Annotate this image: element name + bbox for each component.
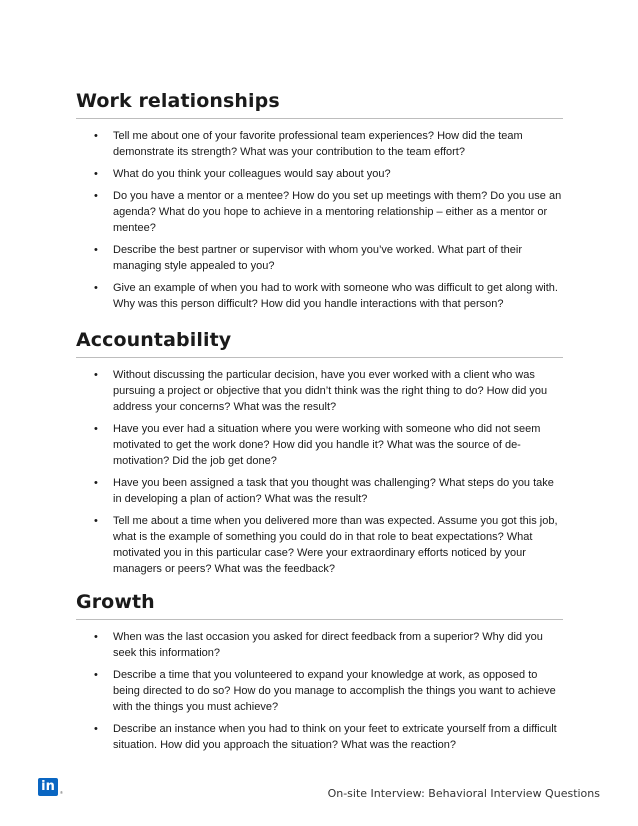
list-item: • Have you been assigned a task that you thought was challenging? What steps do you take in developing a plan of action? What was the result?	[94, 477, 554, 505]
list-item: • Have you ever had a situation where you were working with someone who did not seem motivated to get the work done? How did you handle it? What was the source of de-motivation? Did the job get done?	[94, 423, 541, 467]
list-item: • Describe an instance when you had to think on your feet to extricate yourself from a difficult situation. How did you approach the situation? What was the reaction?	[94, 723, 557, 751]
list-item: • What do you think your colleagues would say about you?	[94, 168, 391, 180]
linkedin-logo-icon: in	[38, 778, 58, 796]
footer-title: On-site Interview: Behavioral Interview Questions	[327, 787, 600, 800]
list-item: • Do you have a mentor or a mentee? How do you set up meetings with them? Do you use an agenda? What do you hope to achieve in a mentoring relationship – either as a mentor or mentee?	[94, 190, 562, 234]
question-list	[76, 128, 563, 312]
section-heading: Accountability	[76, 329, 563, 358]
trademark-mark: ®	[60, 790, 63, 795]
list-item: • Describe the best partner or supervisor with whom you’ve worked. What part of their managing style appealed to you?	[94, 244, 523, 272]
section-accountability	[76, 329, 563, 583]
section-work-relationships	[76, 90, 563, 318]
list-item: • Describe a time that you volunteered to expand your knowledge at work, as opposed to being directed to do so? How do you manage to accomplish the things you want to achieve with the things you must achieve?	[94, 669, 556, 713]
question-list	[76, 367, 563, 577]
list-item: • Without discussing the particular decision, have you ever worked with a client who was pursuing a project or objective that you didn’t think was the right thing to do? How did you address your concerns? What was the result?	[94, 369, 548, 413]
question-list	[76, 629, 563, 753]
section-growth	[76, 591, 563, 759]
list-item: • Tell me about one of your favorite professional team experiences? How did the team demonstrate its strength? What was your contribution to the team effort?	[94, 130, 523, 158]
section-heading: Growth	[76, 591, 563, 620]
list-item: • Tell me about a time when you delivered more than was expected. Assume you got this job, what is the example of something you could do in that role to beat expectations? What motivated you in this particular case? Were your extraordinary efforts noticed by your managers or peers? What was the feedback?	[94, 515, 558, 575]
section-heading: Work relationships	[76, 90, 563, 119]
list-item: • When was the last occasion you asked for direct feedback from a superior? Why did you seek this information?	[94, 631, 543, 659]
list-item: • Give an example of when you had to work with someone who was difficult to get along with. Why was this person difficult? How did you handle interactions with that person?	[94, 282, 558, 310]
